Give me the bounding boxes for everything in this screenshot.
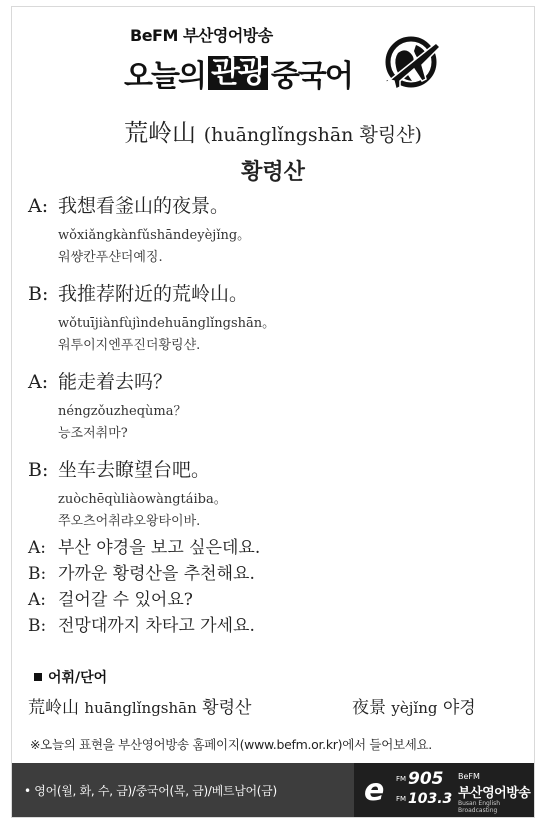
brand-big-post: 중국어 [270,59,352,94]
speaker-label: B: [28,459,49,481]
pinyin-text: zuòchēqùliàowàngtáiba。 [58,492,227,507]
logo-station-name: 부산영어방송 [458,786,531,801]
translation-line [28,561,528,587]
translation-line [28,613,528,639]
vocab-pinyin: yèjǐng [391,699,438,717]
dialogue [28,191,528,543]
chinese-sentence: 我想看釜山的夜景。 [58,195,230,217]
brand-big-pre: 오늘의 [124,59,205,94]
logo-english-name: Busan English Broadcasting [458,800,501,814]
logo-frequency-905: 905 [408,769,444,789]
globe-plane-icon [380,31,442,93]
dialogue-line [28,191,528,265]
speaker-label: A: [28,195,49,217]
logo-frequency-1033: 103.3 [408,791,453,807]
vocab-item [28,693,251,718]
header [12,7,534,107]
website-note: ※오늘의 표현을 부산영어방송 홈페이지(www.befm.or.kr)에서 들어보세요. [30,737,432,752]
chinese-sentence: 我推荐附近的荒岭山。 [58,283,249,305]
pinyin-text: wǒtuījiànfùjìndehuānglǐngshān。 [58,316,276,331]
translation-text: 전망대까지 차타고 가세요. [58,616,255,636]
korean-pronunciation: 워투이지엔푸진더황링샨. [58,338,201,353]
korean-translation [28,535,528,639]
chinese-sentence: 能走着去吗？ [58,371,173,393]
title-korean: 황령산 [241,160,305,185]
befm-e-icon: e [364,773,385,808]
korean-pronunciation: 워썅칸푸샨더예징. [58,250,163,265]
vocab-heading [34,667,107,687]
logo-befm-text: BeFM [458,772,480,781]
korean-pronunciation: 쭈오츠어취랴오왕타이바. [58,514,201,529]
vocab-hanzi: 夜景 [352,698,386,718]
pinyin-text: wǒxiǎngkànfǔshāndeyèjǐng。 [58,228,251,243]
speaker-label: B: [28,616,47,636]
speaker-label: B: [28,283,49,305]
korean-pronunciation: 능조저취마? [58,426,128,441]
dialogue-line [28,279,528,353]
vocab-heading-label: 어휘/단어 [48,670,108,686]
vocab-korean: 황령산 [202,698,252,718]
vocab-pinyin: huānglǐngshān [84,699,197,717]
speaker-label: A: [28,371,49,393]
footer-bar [12,763,534,817]
translation-text: 부산 야경을 보고 싶은데요. [58,538,261,558]
title-hanzi: 荒岭山 [124,119,197,147]
pinyin-text: néngzǒuzheqùma？ [58,404,187,419]
dialogue-line [28,367,528,441]
befm-logo [354,763,534,817]
translation-line [28,587,528,613]
speaker-label: B: [28,564,47,584]
phrase-title [12,113,534,148]
broadcast-schedule: • 영어(월, 화, 수, 금)/중국어(목, 금)/베트남어(금) [24,783,277,798]
logo-fm-label: FM [396,795,407,803]
translation-text: 가까운 황령산을 추천해요. [58,564,255,584]
vocab-korean: 야경 [442,698,476,718]
content-card [11,6,535,818]
brand-big-title [124,51,352,95]
dialogue-line [28,455,528,529]
chinese-sentence: 坐车去瞭望台吧。 [58,459,211,481]
translation-text: 걸어갈 수 있어요? [58,590,193,610]
speaker-label: A: [28,538,47,558]
brand-big-boxed: 관광 [208,56,268,90]
square-bullet-icon [34,673,42,681]
logo-fm-label: FM [396,775,407,783]
translation-line [28,535,528,561]
vocab-item [352,693,476,718]
title-romanization: (huānglǐngshān 황링샨) [203,124,422,146]
vocab-hanzi: 荒岭山 [28,698,79,718]
brand-small-title: BeFM 부산영어방송 [130,26,273,45]
speaker-label: A: [28,590,47,610]
